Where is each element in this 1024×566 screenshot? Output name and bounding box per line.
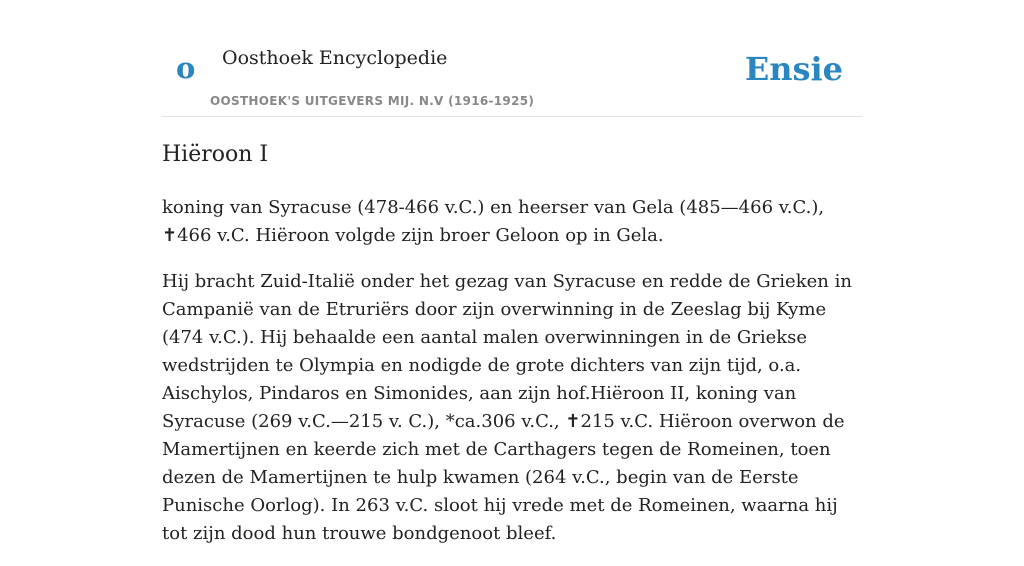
article-body: [162, 140, 862, 566]
article-paragraph: koning van Syracuse (478-466 v.C.) en heerser van Gela (485—466 v.C.), ✝466 v.C. Hiëroon volgde zijn broer Geloon op in Gela.: [162, 197, 825, 246]
site-logo-icon[interactable]: o: [176, 51, 196, 85]
publisher-subtitle: OOSTHOEK'S UITGEVERS MIJ. N.V (1916-1925): [210, 94, 535, 108]
site-title[interactable]: Oosthoek Encyclopedie: [222, 47, 448, 69]
site-header: [162, 0, 862, 117]
article-paragraph: Hij bracht Zuid-Italië onder het gezag van Syracuse en redde de Grieken in Campanië van de Etruriërs door zijn overwinning in de Zeeslag bij Kyme (474 v.C.). Hij behaalde een aantal malen overwinningen in de Griekse wedstrijden te Olympia en nodigde de grote dichters van zijn tijd, o.a. Aischylos, Pindaros en Simonides, aan zijn hof.Hiëroon II, koning van Syracuse (269 v.C.—215 v. C.), *ca.306 v.C., ✝215 v.C. Hiëroon overwon de Mamertijnen en keerde zich met de Carthagers tegen de Romeinen, toen dezen de Mamertijnen te hulp kwamen (264 v.C., begin van de Eerste Punische Oorlog). In 263 v.C. sloot hij vrede met de Romeinen, waarna hij tot zijn dood hun trouwe bondgenoot bleef.: [162, 271, 852, 544]
article-headword: Hiëroon I: [162, 142, 269, 167]
brand-logo[interactable]: Ensie: [744, 50, 843, 88]
